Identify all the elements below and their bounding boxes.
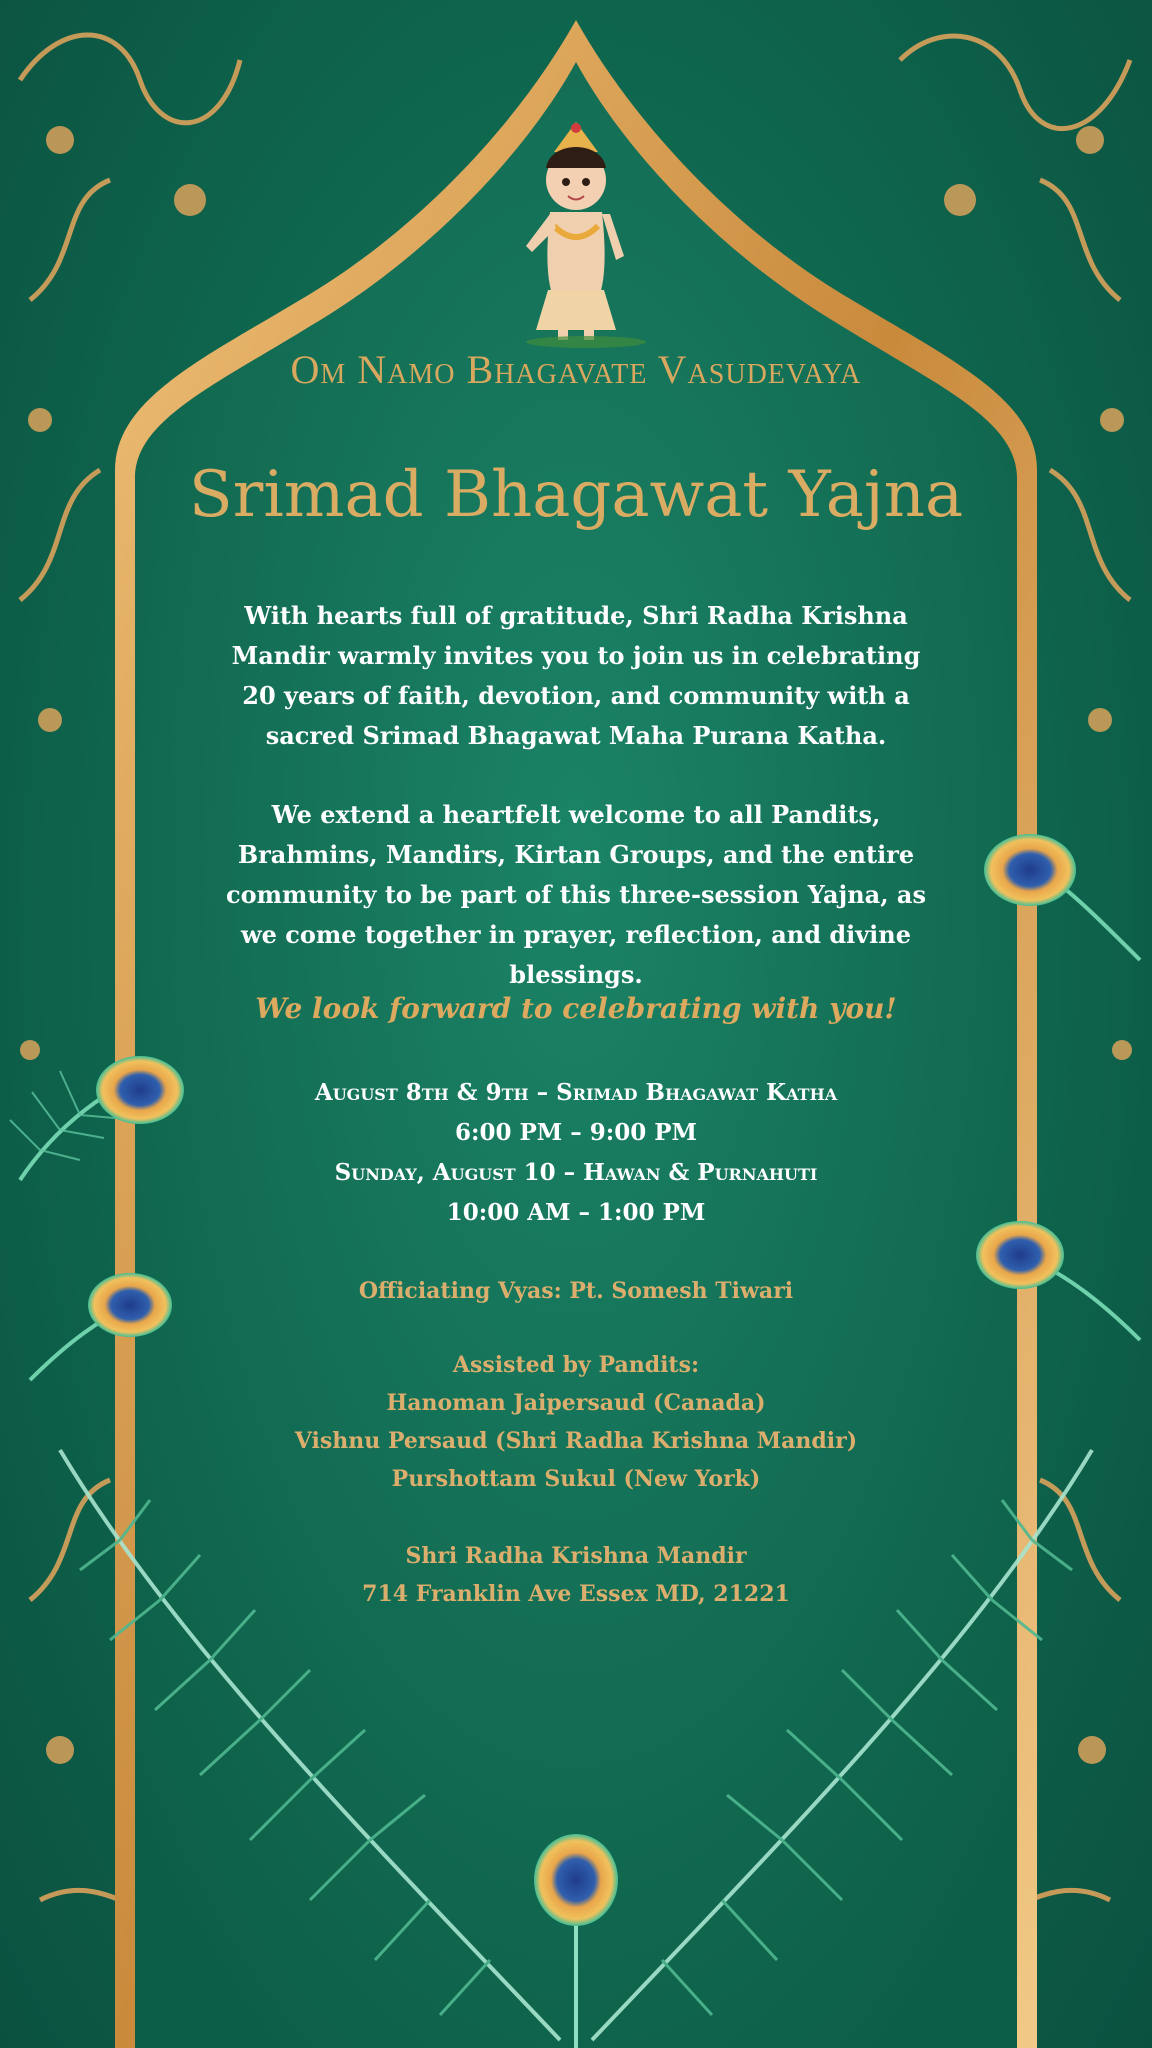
mantra-heading: Om Namo Bhagavate Vasudevaya: [290, 347, 862, 392]
assisted-heading: Assisted by Pandits:: [452, 1352, 700, 1378]
schedule-time-2: 10:00 AM – 1:00 PM: [446, 1199, 706, 1226]
schedule-event-1: August 8th & 9th – Srimad Bhagawat Katha: [314, 1079, 838, 1106]
pandit-item: Vishnu Persaud (Shri Radha Krishna Mandir): [294, 1428, 858, 1454]
tagline: We look forward to celebrating with you!: [255, 992, 897, 1025]
page-title: Srimad Bhagawat Yajna: [188, 458, 964, 532]
officiating-vyas: Officiating Vyas: Pt. Somesh Tiwari: [358, 1278, 794, 1304]
schedule-event-2: Sunday, August 10 – Hawan & Purnahuti: [334, 1159, 818, 1186]
venue-address: 714 Franklin Ave Essex MD, 21221: [362, 1581, 790, 1607]
invitation-paragraph-2: We extend a heartfelt welcome to all Pandits, Brahmins, Mandirs, Kirtan Groups, and the entire community to be part of this three-session Yajna, as we come together in prayer, reflection, and divine blessings.: [226, 800, 926, 989]
venue-name: Shri Radha Krishna Mandir: [405, 1543, 747, 1569]
pandit-item: Hanoman Jaipersaud (Canada): [386, 1390, 766, 1416]
schedule-time-1: 6:00 PM – 9:00 PM: [454, 1119, 698, 1146]
invitation-paragraph-1: With hearts full of gratitude, Shri Radha Krishna Mandir warmly invites you to join us in celebrating 20 years of faith, devotion, and community with a sacred Srimad Bhagawat Maha Purana Katha.: [231, 601, 921, 750]
pandit-item: Purshottam Sukul (New York): [391, 1466, 761, 1492]
